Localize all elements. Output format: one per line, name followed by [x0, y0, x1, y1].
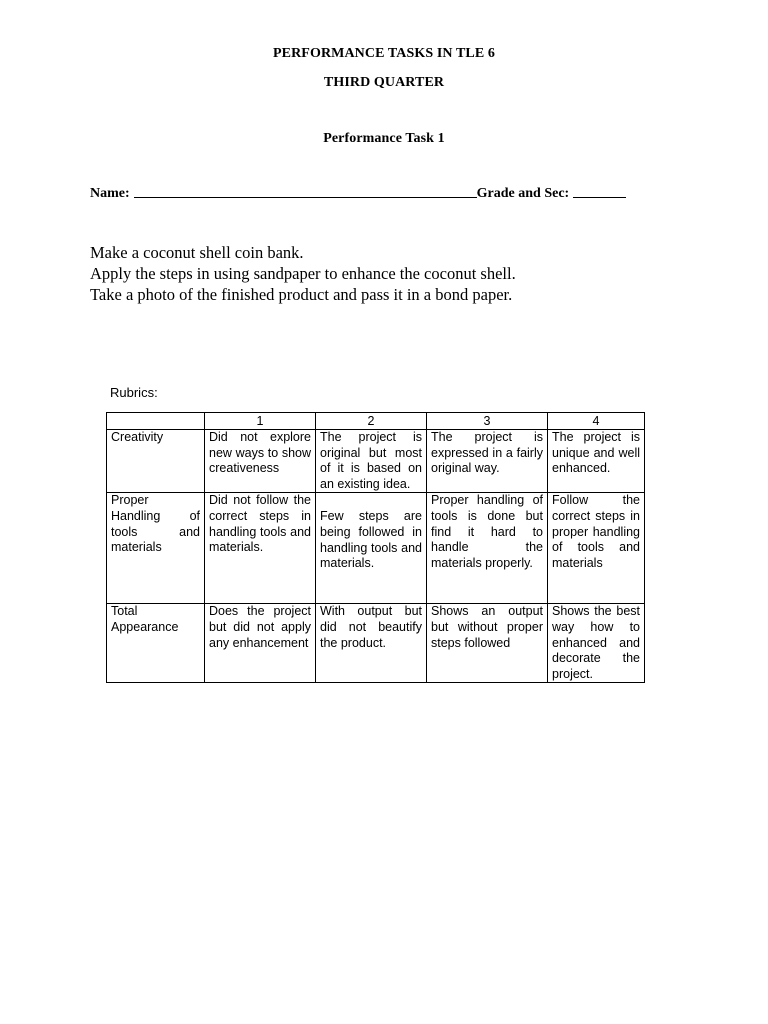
table-row	[107, 493, 645, 604]
criterion-cell: Creativity	[107, 430, 205, 493]
instruction-line: Apply the steps in using sandpaper to enhance the coconut shell.	[90, 264, 516, 283]
rubric-table	[106, 412, 645, 683]
rubric-header-cell: 1	[205, 413, 316, 430]
rubric-cell: With output but did not beautify the product.	[316, 604, 427, 683]
criterion-cell: Total Appearance	[107, 604, 205, 683]
rubric-header-row	[107, 413, 645, 430]
rubric-cell: Follow the correct steps in proper handling of tools and materials	[548, 493, 645, 604]
name-grade-line	[90, 186, 655, 202]
rubric-cell: Shows an output but without proper steps followed	[427, 604, 548, 683]
quarter-heading: THIRD QUARTER	[323, 75, 445, 90]
rubric-cell: The project is expressed in a fairly original way.	[427, 430, 548, 493]
page-title: PERFORMANCE TASKS IN TLE 6	[273, 46, 495, 61]
rubric-header-cell	[107, 413, 205, 430]
table-row	[107, 430, 645, 493]
instruction-line: Take a photo of the finished product and pass it in a bond paper.	[90, 285, 513, 304]
table-row	[107, 604, 645, 683]
instructions	[90, 242, 516, 305]
rubric-cell: Did not explore new ways to show creativeness	[205, 430, 316, 493]
rubric-cell: Few steps are being followed in handling tools and materials.	[316, 493, 427, 604]
name-blank-field[interactable]	[134, 196, 477, 198]
name-label: Name:	[90, 186, 130, 201]
rubric-cell: Proper handling of tools is done but find it hard to handle the materials properly.	[427, 493, 548, 604]
rubric-cell: Shows the best way how to enhanced and decorate the project.	[548, 604, 645, 683]
task-heading: Performance Task 1	[323, 131, 445, 146]
grade-blank-field[interactable]	[573, 196, 626, 198]
rubric-cell: Did not follow the correct steps in handling tools and materials.	[205, 493, 316, 604]
rubrics-label: Rubrics:	[110, 385, 158, 400]
criterion-cell: Proper Handling of tools and materials	[107, 493, 205, 604]
rubric-header-cell: 3	[427, 413, 548, 430]
grade-label: Grade and Sec:	[476, 186, 570, 201]
rubric-header-cell: 4	[548, 413, 645, 430]
rubric-header-cell: 2	[316, 413, 427, 430]
rubric-cell: The project is unique and well enhanced.	[548, 430, 645, 493]
instruction-line: Make a coconut shell coin bank.	[90, 243, 304, 262]
rubric-cell: Does the project but did not apply any enhancement	[205, 604, 316, 683]
rubric-cell: The project is original but most of it is based on an existing idea.	[316, 430, 427, 493]
